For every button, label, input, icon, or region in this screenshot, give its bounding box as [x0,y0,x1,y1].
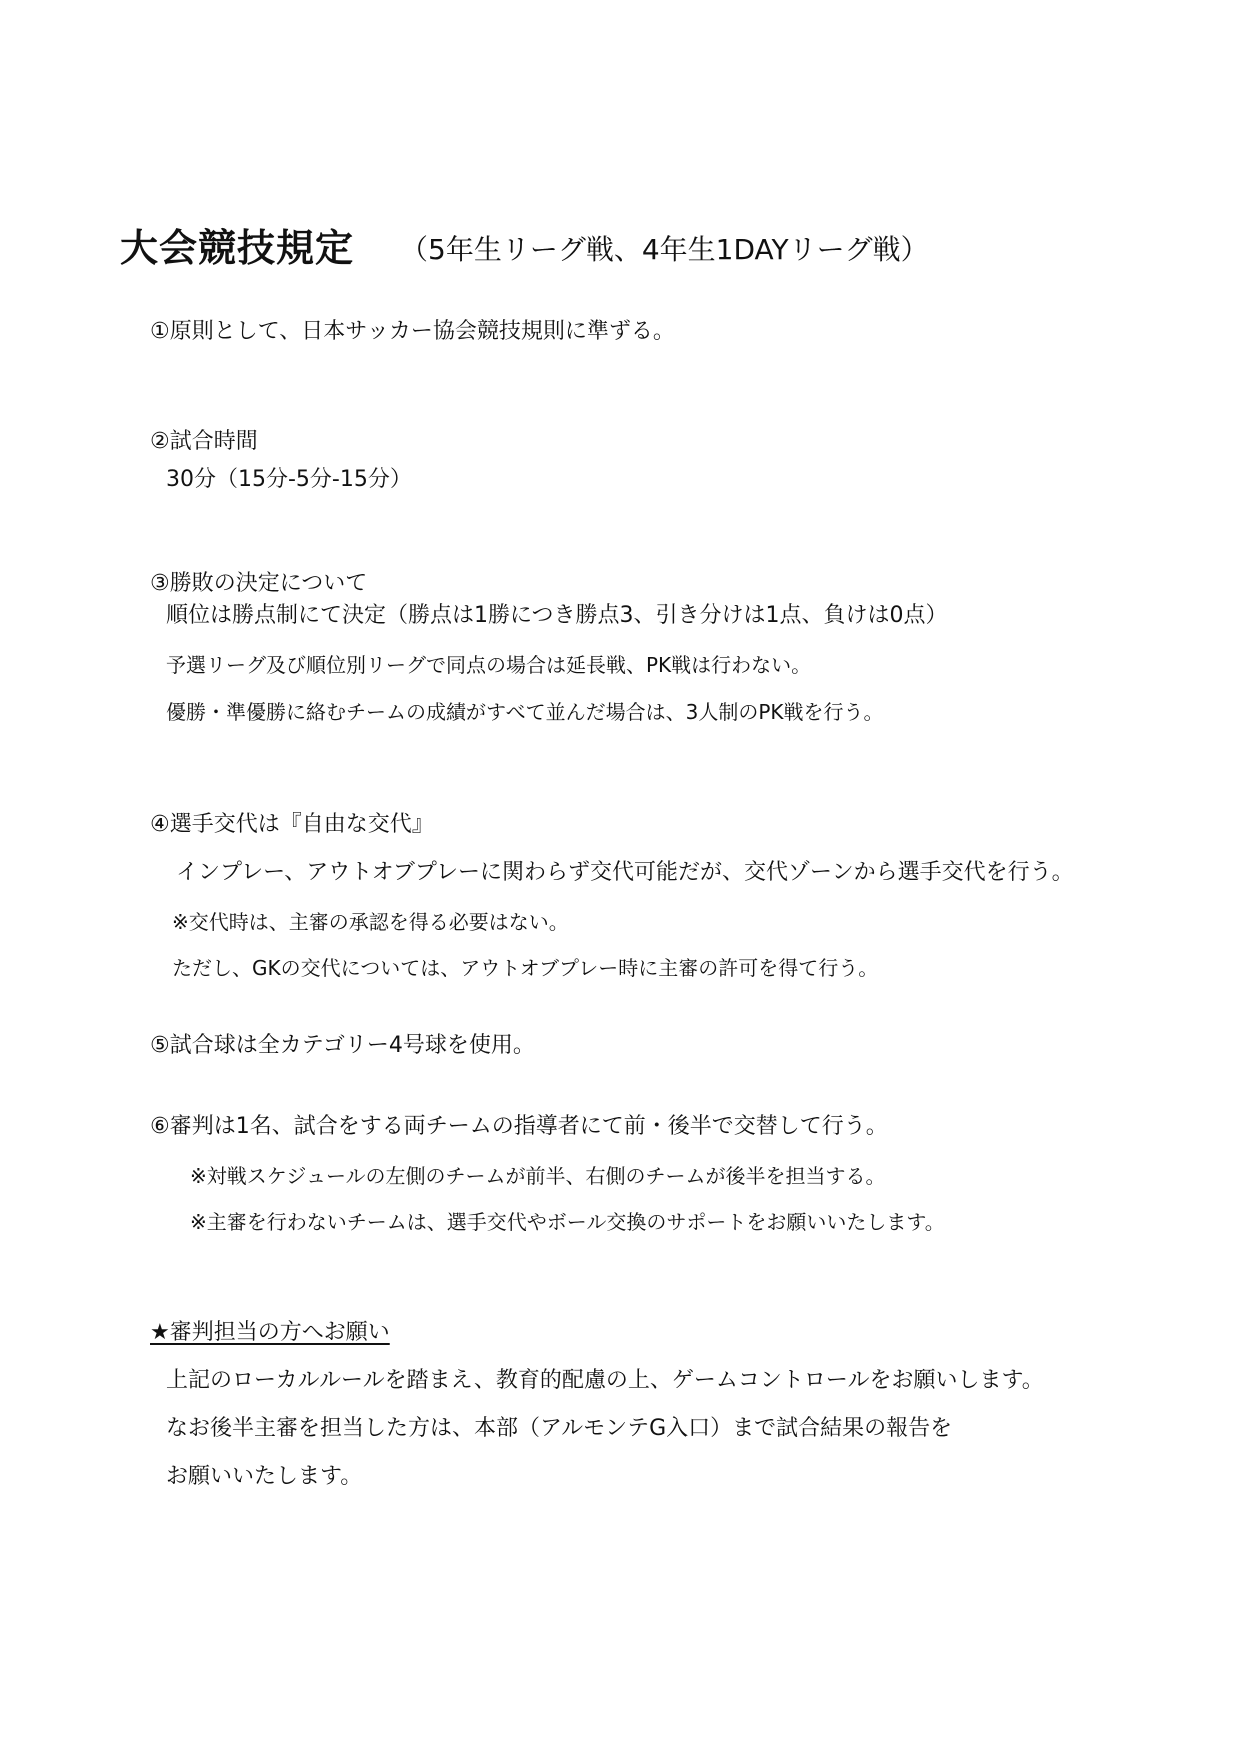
rule-1-text: ①原則として、日本サッカー協会競技規則に準ずる。 [150,319,675,344]
rule-4-line-3: ただし、GKの交代については、アウトオブプレー時に主審の許可を得て行う。 [172,956,879,980]
rule-2-line-1: 30分（15分-5分-15分） [166,467,412,492]
rule-6-heading: ⑥審判は1名、試合をする両チームの指導者にて前・後半で交替して行う。 [150,1114,888,1139]
document-subtitle: （5年生リーグ戦、4年生1DAYリーグ戦） [400,233,929,266]
referee-request-line-1: 上記のローカルルールを踏まえ、教育的配慮の上、ゲームコントロールをお願いします。 [166,1368,1044,1393]
rule-3-line-3: 優勝・準優勝に絡むチームの成績がすべて並んだ場合は、3人制のPK戦を行う。 [166,700,884,724]
document-title: 大会競技規定 [120,226,355,270]
rule-2-heading: ②試合時間 [150,429,258,454]
referee-request-heading: ★審判担当の方へお願い [150,1320,390,1345]
rule-3-line-2: 予選リーグ及び順位別リーグで同点の場合は延長戦、PK戦は行わない。 [166,653,812,677]
rule-4-line-1: インプレー、アウトオブプレーに関わらず交代可能だが、交代ゾーンから選手交代を行う。 [176,860,1074,885]
referee-request-line-3: お願いいたします。 [166,1464,363,1489]
rule-5-text: ⑤試合球は全カテゴリー4号球を使用。 [150,1033,535,1058]
rule-4-line-2: ※交代時は、主審の承認を得る必要はない。 [172,910,569,934]
rule-4-heading: ④選手交代は『自由な交代』 [150,812,434,837]
referee-request-line-2: なお後半主審を担当した方は、本部（アルモンテG入口）まで試合結果の報告を [166,1416,953,1441]
rule-6-line-2: ※主審を行わないチームは、選手交代やボール交換のサポートをお願いいたします。 [190,1210,945,1234]
rule-3-heading: ③勝敗の決定について [150,571,368,596]
rule-3-line-1: 順位は勝点制にて決定（勝点は1勝につき勝点3、引き分けは1点、負けは0点） [166,603,948,628]
rule-6-line-1: ※対戦スケジュールの左側のチームが前半、右側のチームが後半を担当する。 [190,1164,886,1188]
